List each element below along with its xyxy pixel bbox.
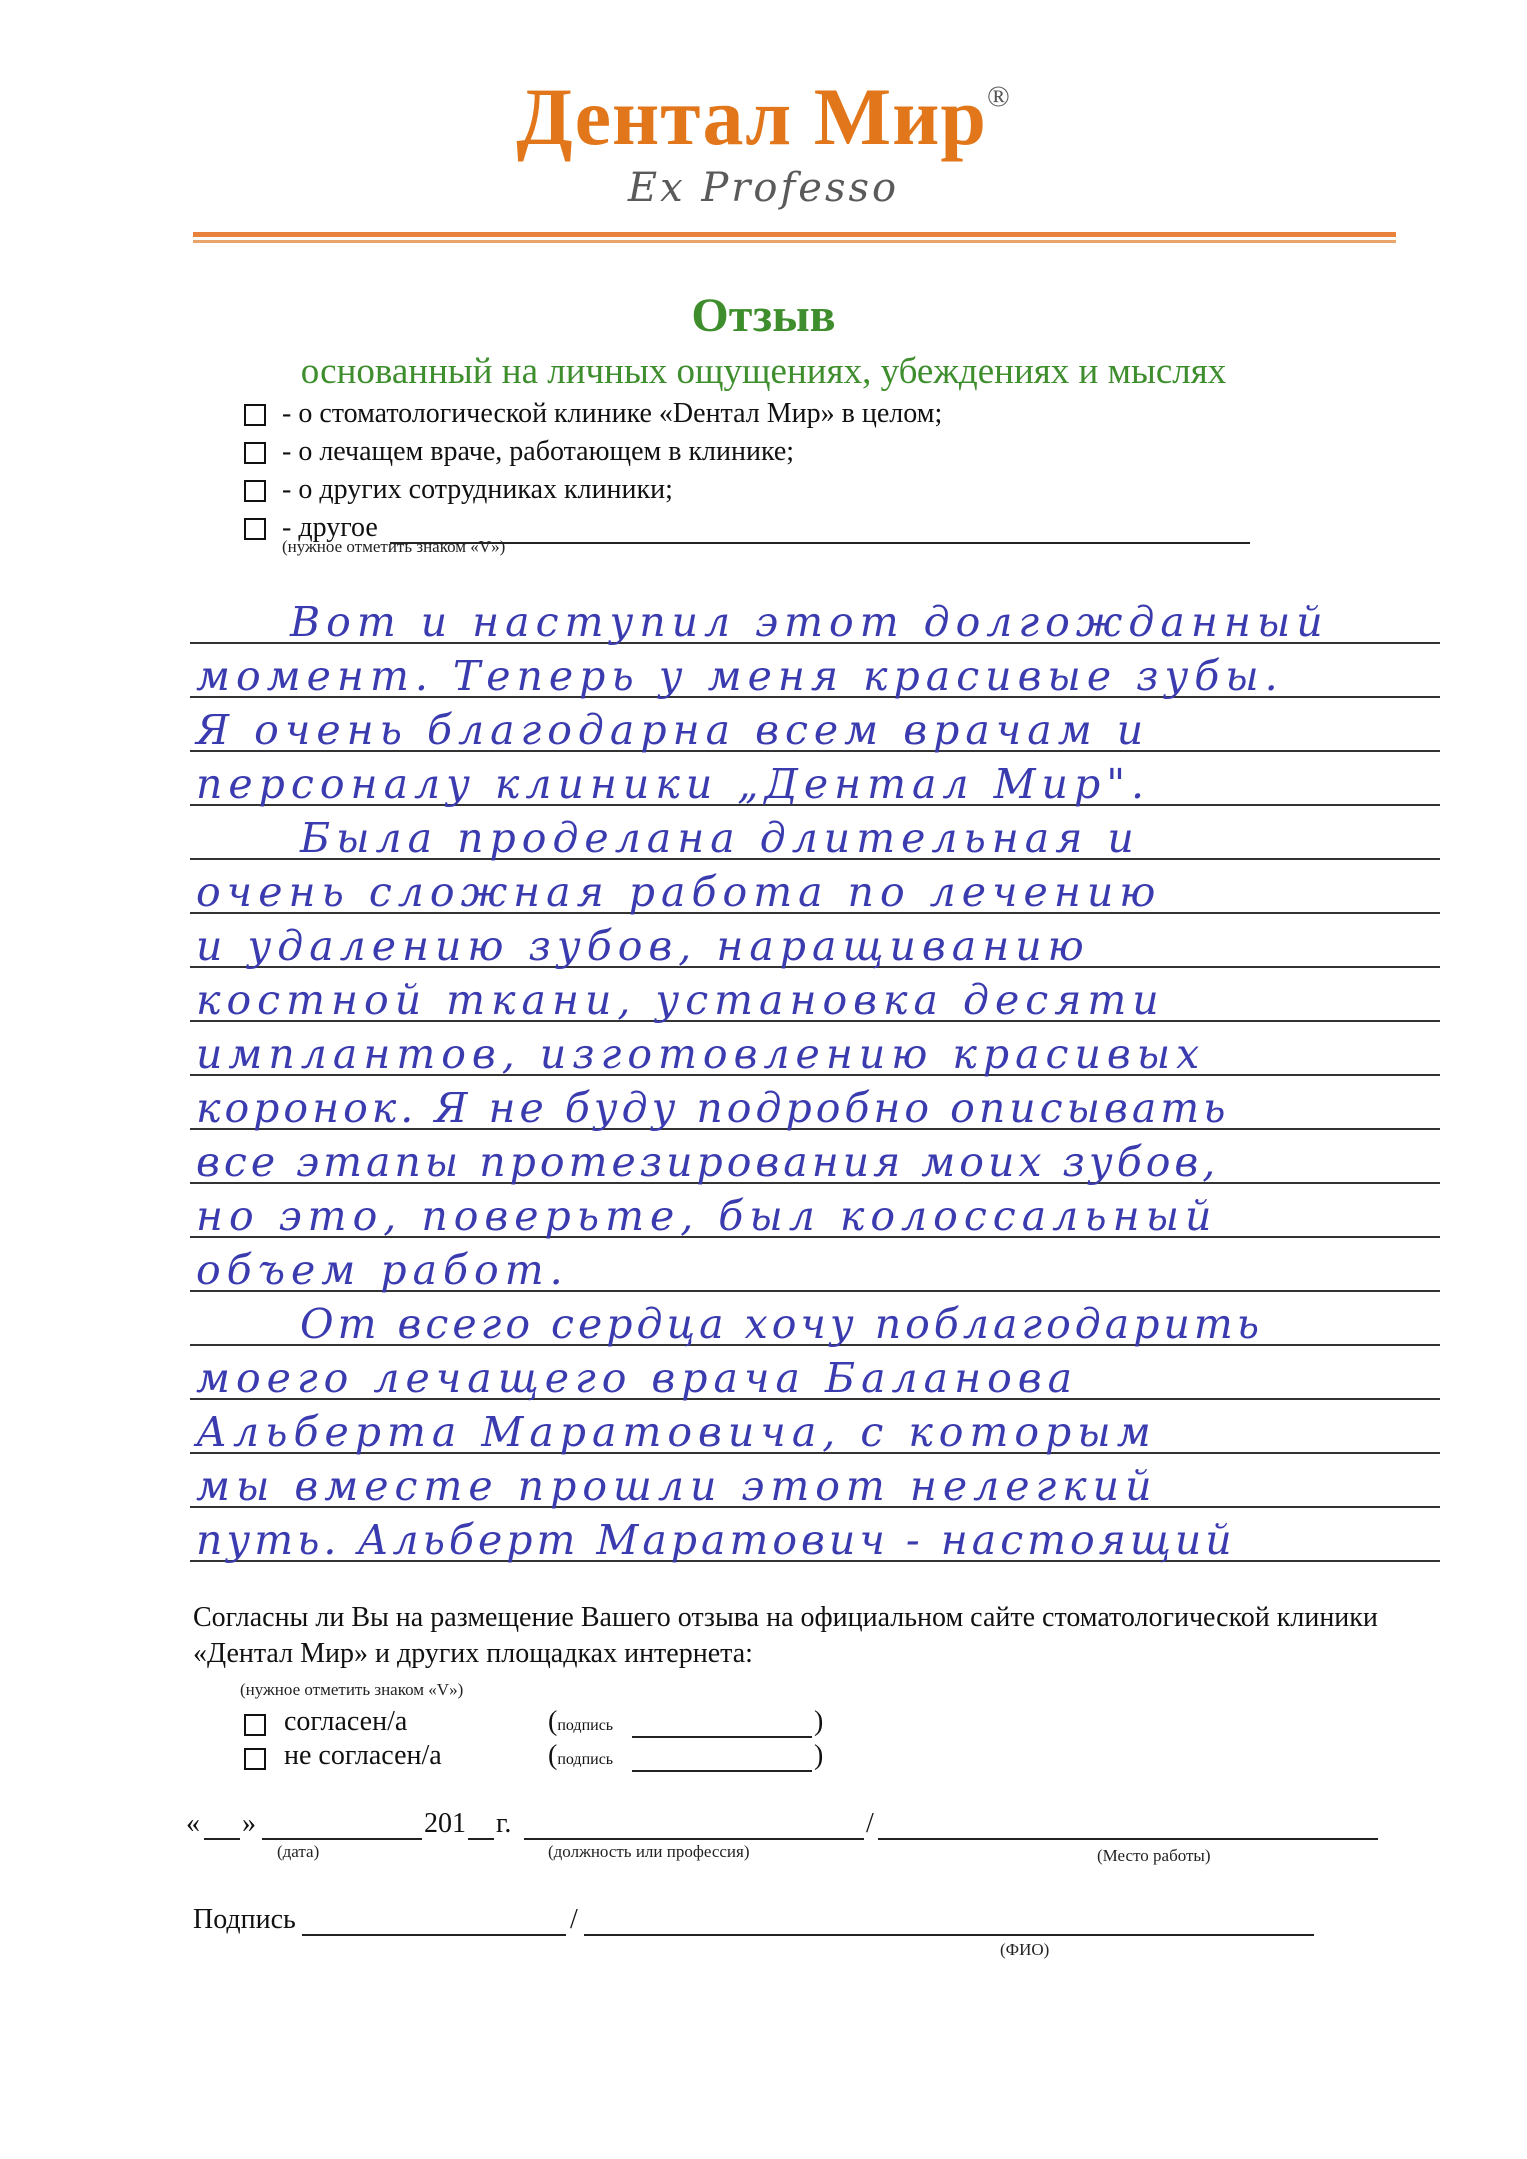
- consent-disagree-label: не согласен/а: [284, 1740, 442, 1771]
- option-other-checkbox[interactable]: [244, 518, 266, 540]
- signature-label: Подпись: [193, 1904, 296, 1935]
- option-clinic-label: - о стоматологической клинике «Dентал Мир» в целом;: [282, 398, 943, 429]
- brand-tagline: Ex Professo: [627, 165, 900, 211]
- consent-agree-label: согласен/а: [284, 1706, 408, 1737]
- consent-disagree-checkbox[interactable]: [244, 1748, 266, 1770]
- brand-logo: [0, 70, 1527, 164]
- consent-question: Согласны ли Вы на размещение Вашего отзыва на официальном сайте стоматологической клиники «Дентал Мир» и других площадках интернета:: [193, 1602, 1378, 1669]
- review-line: костной ткани, установка десяти: [196, 976, 1165, 1024]
- agree-signature-field[interactable]: [632, 1736, 812, 1738]
- agree-signature-label: подпись: [557, 1717, 614, 1734]
- review-line: Вот и наступил этот долгожданный: [290, 598, 1329, 646]
- fio-field[interactable]: [584, 1934, 1314, 1936]
- fio-label: (ФИО): [1000, 1940, 1050, 1959]
- brand-name: Дентал Мир: [516, 71, 987, 162]
- year-field[interactable]: [468, 1838, 494, 1840]
- registered-mark: ®: [987, 80, 1011, 113]
- option-other-field[interactable]: [390, 542, 1250, 544]
- review-line: но это, поверьте, был колоссальный: [196, 1192, 1218, 1240]
- option-other-label: - другое: [282, 512, 378, 543]
- review-line: и удалению зубов, наращиванию: [196, 922, 1090, 970]
- option-staff-checkbox[interactable]: [244, 480, 266, 502]
- review-line: путь. Альберт Маратович - настоящий: [196, 1516, 1236, 1564]
- review-line: объем работ.: [196, 1246, 569, 1294]
- review-line: все этапы протезирования моих зубов,: [196, 1138, 1220, 1186]
- form-title: Отзыв: [691, 289, 836, 342]
- review-line: моего лечащего врача Баланова: [196, 1354, 1079, 1402]
- workplace-label: (Место работы): [1097, 1846, 1211, 1865]
- disagree-signature-field[interactable]: [632, 1770, 812, 1772]
- position-slash: /: [866, 1808, 874, 1839]
- signature-field[interactable]: [302, 1934, 566, 1936]
- disagree-signature-label: подпись: [557, 1751, 614, 1768]
- header-divider-secondary: [193, 240, 1396, 243]
- agree-signature-open: (подпись: [548, 1706, 614, 1737]
- date-close-quote: »: [242, 1808, 256, 1839]
- review-line: Я очень благодарна всем врачам и: [196, 706, 1150, 754]
- review-line: От всего сердца хочу поблагодарить: [300, 1300, 1264, 1348]
- year-prefix: 201: [424, 1808, 466, 1839]
- mark-hint: (нужное отметить знаком «V»): [282, 537, 506, 556]
- signature-slash: /: [570, 1904, 578, 1935]
- workplace-field[interactable]: [878, 1838, 1378, 1840]
- header-divider: [193, 232, 1396, 237]
- option-doctor-checkbox[interactable]: [244, 442, 266, 464]
- agree-signature-close: ): [814, 1706, 824, 1737]
- month-field[interactable]: [262, 1838, 422, 1840]
- year-suffix: г.: [496, 1808, 512, 1839]
- review-line: мы вместе прошли этот нелегкий: [196, 1462, 1158, 1510]
- option-clinic-checkbox[interactable]: [244, 404, 266, 426]
- date-open-quote: «: [186, 1808, 200, 1839]
- day-field[interactable]: [204, 1838, 240, 1840]
- review-line: имплантов, изготовлению красивых: [196, 1030, 1206, 1078]
- position-field[interactable]: [524, 1838, 864, 1840]
- disagree-signature-close: ): [814, 1740, 824, 1771]
- position-label: (должность или профессия): [548, 1842, 750, 1861]
- review-line: коронок. Я не буду подробно описывать: [196, 1084, 1230, 1132]
- consent-mark-hint: (нужное отметить знаком «V»): [240, 1680, 464, 1699]
- review-line: персоналу клиники „Дентал Мир".: [196, 760, 1151, 808]
- review-line: Была проделана длительная и: [300, 814, 1140, 862]
- disagree-signature-open: (подпись: [548, 1740, 614, 1771]
- option-doctor-label: - о лечащем враче, работающем в клинике;: [282, 436, 795, 467]
- form-subtitle: основанный на личных ощущениях, убеждениях и мыслях: [300, 351, 1227, 392]
- consent-agree-checkbox[interactable]: [244, 1714, 266, 1736]
- date-label: (дата): [277, 1842, 320, 1861]
- review-line: очень сложная работа по лечению: [196, 868, 1162, 916]
- option-staff-label: - о других сотрудниках клиники;: [282, 474, 673, 505]
- review-line: момент. Теперь у меня красивые зубы.: [196, 652, 1284, 700]
- review-line: Альберта Маратовича, с которым: [196, 1408, 1157, 1456]
